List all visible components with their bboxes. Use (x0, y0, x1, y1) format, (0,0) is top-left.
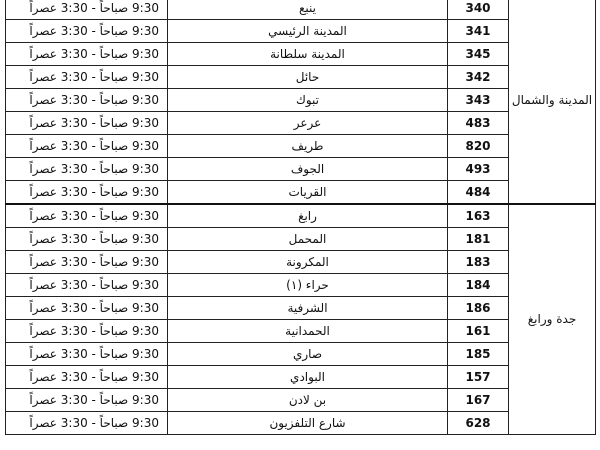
table-row (6, 389, 596, 412)
working-hours-cell: 9:30 صباحاً - 3:30 عصراً (6, 366, 168, 389)
branch-name-cell: الحمدانية (168, 320, 448, 343)
table-row (6, 89, 596, 112)
branch-code-cell: 186 (448, 297, 509, 320)
working-hours-cell: 9:30 صباحاً - 3:30 عصراً (6, 20, 168, 43)
table-row (6, 181, 596, 205)
branch-code-cell: 342 (448, 66, 509, 89)
region-cell: المدينة والشمال (509, 0, 596, 204)
branch-hours-table (5, 0, 596, 435)
branch-code-cell: 341 (448, 20, 509, 43)
working-hours-cell: 9:30 صباحاً - 3:30 عصراً (6, 297, 168, 320)
branch-name-cell: البوادي (168, 366, 448, 389)
branch-name-cell: شارع التلفزيون (168, 412, 448, 435)
branch-name-cell: الجوف (168, 158, 448, 181)
table-row (6, 251, 596, 274)
table-row (6, 20, 596, 43)
working-hours-cell: 9:30 صباحاً - 3:30 عصراً (6, 228, 168, 251)
table-row (6, 43, 596, 66)
working-hours-cell: 9:30 صباحاً - 3:30 عصراً (6, 389, 168, 412)
working-hours-cell: 9:30 صباحاً - 3:30 عصراً (6, 343, 168, 366)
working-hours-cell: 9:30 صباحاً - 3:30 عصراً (6, 181, 168, 205)
region-cell: جدة ورابغ (509, 204, 596, 435)
table-row (6, 204, 596, 228)
branch-code-cell: 184 (448, 274, 509, 297)
table-row (6, 135, 596, 158)
working-hours-cell: 9:30 صباحاً - 3:30 عصراً (6, 204, 168, 228)
table-row (6, 274, 596, 297)
table-row (6, 158, 596, 181)
branch-name-cell: حائل (168, 66, 448, 89)
table-row (6, 320, 596, 343)
branch-name-cell: بن لادن (168, 389, 448, 412)
table-row (6, 0, 596, 20)
branch-code-cell: 820 (448, 135, 509, 158)
branch-name-cell: المدينة سلطانة (168, 43, 448, 66)
working-hours-cell: 9:30 صباحاً - 3:30 عصراً (6, 320, 168, 343)
branch-code-cell: 183 (448, 251, 509, 274)
table-row (6, 112, 596, 135)
table-row (6, 228, 596, 251)
branch-name-cell: الشرفية (168, 297, 448, 320)
branch-name-cell: رابغ (168, 204, 448, 228)
branch-name-cell: عرعر (168, 112, 448, 135)
branch-name-cell: حراء (١) (168, 274, 448, 297)
branch-code-cell: 345 (448, 43, 509, 66)
table-row (6, 412, 596, 435)
working-hours-cell: 9:30 صباحاً - 3:30 عصراً (6, 158, 168, 181)
branch-code-cell: 167 (448, 389, 509, 412)
branch-code-cell: 163 (448, 204, 509, 228)
working-hours-cell: 9:30 صباحاً - 3:30 عصراً (6, 0, 168, 20)
branch-code-cell: 483 (448, 112, 509, 135)
working-hours-cell: 9:30 صباحاً - 3:30 عصراً (6, 43, 168, 66)
branch-code-cell: 185 (448, 343, 509, 366)
table-row (6, 66, 596, 89)
branch-code-cell: 484 (448, 181, 509, 205)
working-hours-cell: 9:30 صباحاً - 3:30 عصراً (6, 135, 168, 158)
branch-code-cell: 181 (448, 228, 509, 251)
table-row (6, 366, 596, 389)
branch-code-cell: 161 (448, 320, 509, 343)
working-hours-cell: 9:30 صباحاً - 3:30 عصراً (6, 112, 168, 135)
working-hours-cell: 9:30 صباحاً - 3:30 عصراً (6, 251, 168, 274)
branch-name-cell: المحمل (168, 228, 448, 251)
branch-name-cell: تبوك (168, 89, 448, 112)
branch-name-cell: المكرونة (168, 251, 448, 274)
table-body (6, 0, 596, 435)
branch-code-cell: 343 (448, 89, 509, 112)
branch-code-cell: 157 (448, 366, 509, 389)
branch-name-cell: المدينة الرئيسي (168, 20, 448, 43)
working-hours-cell: 9:30 صباحاً - 3:30 عصراً (6, 274, 168, 297)
branch-code-cell: 493 (448, 158, 509, 181)
branch-name-cell: القريات (168, 181, 448, 205)
branch-name-cell: ينبع (168, 0, 448, 20)
branch-code-cell: 628 (448, 412, 509, 435)
working-hours-cell: 9:30 صباحاً - 3:30 عصراً (6, 89, 168, 112)
working-hours-cell: 9:30 صباحاً - 3:30 عصراً (6, 66, 168, 89)
branch-name-cell: طريف (168, 135, 448, 158)
branch-name-cell: صاري (168, 343, 448, 366)
table-row (6, 297, 596, 320)
table-row (6, 343, 596, 366)
working-hours-cell: 9:30 صباحاً - 3:30 عصراً (6, 412, 168, 435)
branch-code-cell: 340 (448, 0, 509, 20)
